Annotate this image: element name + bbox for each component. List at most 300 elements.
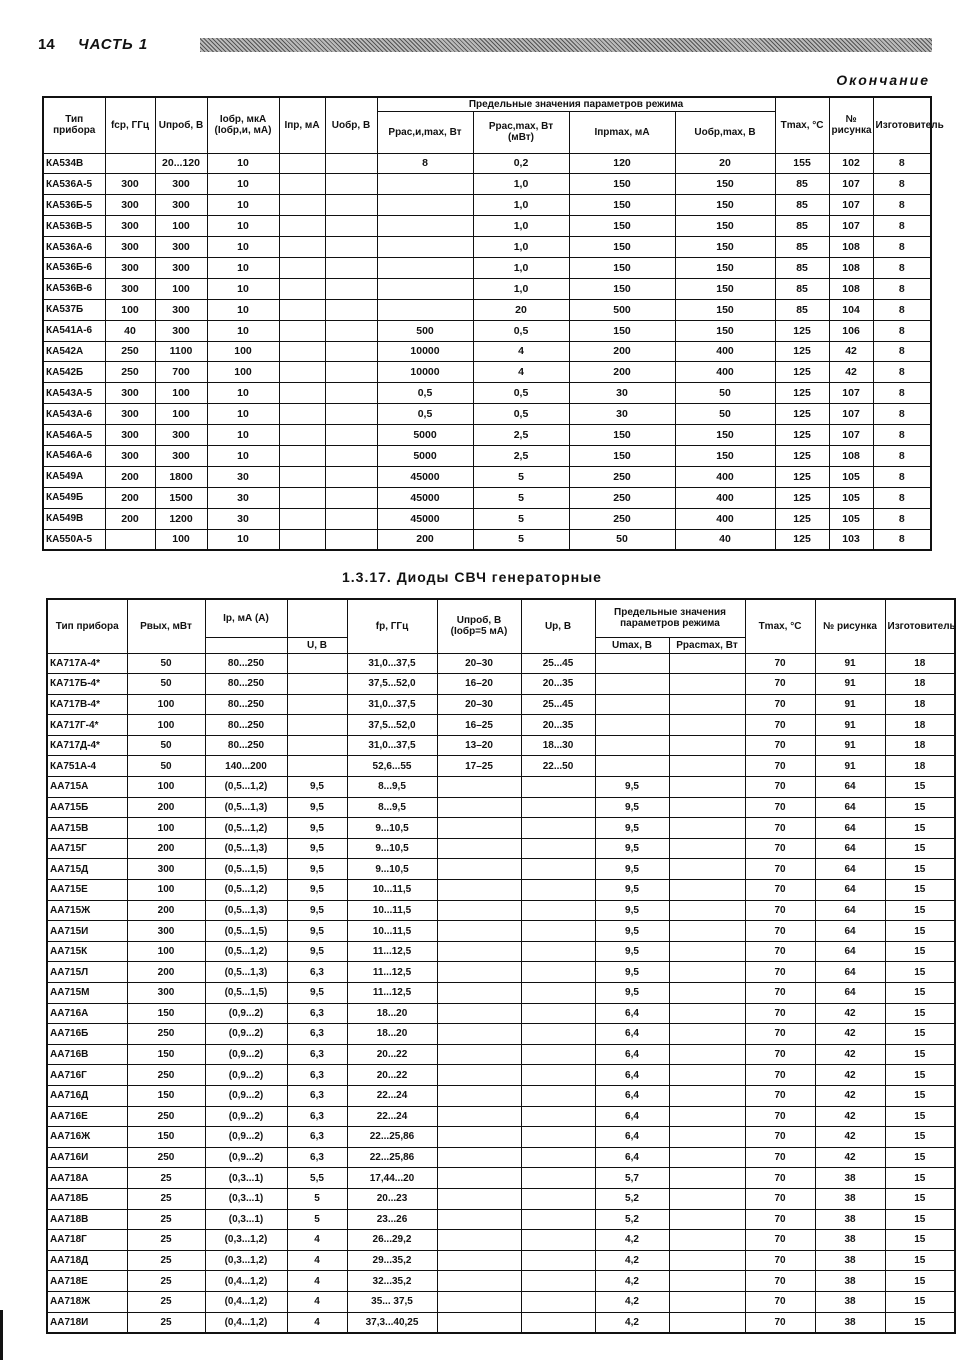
- col2-header-limits-group: Предельные значения параметров режима: [595, 599, 745, 637]
- table-cell: 9,5: [287, 818, 347, 839]
- table-cell: 100: [127, 715, 205, 736]
- table-cell: 300: [105, 404, 155, 425]
- table-cell: 1800: [155, 466, 207, 487]
- table-cell: 70: [745, 983, 815, 1004]
- col2-header-umax: Umax, В: [595, 637, 669, 653]
- table-cell: 38: [815, 1230, 885, 1251]
- table-cell: 70: [745, 797, 815, 818]
- table-cell: 1500: [155, 487, 207, 508]
- table-cell: 140...200: [205, 756, 287, 777]
- table-cell: [669, 1065, 745, 1086]
- device-type-cell: АА716И: [47, 1147, 127, 1168]
- table-cell: [669, 1106, 745, 1127]
- table-cell: 100: [127, 818, 205, 839]
- table-cell: 40: [105, 320, 155, 341]
- table-cell: [669, 900, 745, 921]
- table-row: [47, 797, 955, 818]
- table-cell: 15: [885, 1230, 955, 1251]
- table-cell: (0,5...1,2): [205, 777, 287, 798]
- table-cell: 42: [815, 1106, 885, 1127]
- table-cell: 250: [127, 1106, 205, 1127]
- table-cell: (0,4...1,2): [205, 1312, 287, 1333]
- table-cell: 30: [569, 383, 675, 404]
- table-row: [43, 299, 931, 320]
- table-cell: 91: [815, 674, 885, 695]
- table-row: [47, 1168, 955, 1189]
- col2-header-tmax: Тmax, °С: [745, 599, 815, 653]
- table-cell: [669, 674, 745, 695]
- table-cell: 42: [815, 1147, 885, 1168]
- table-cell: 4: [287, 1230, 347, 1251]
- table-cell: 42: [815, 1044, 885, 1065]
- table-cell: 70: [745, 653, 815, 674]
- table-cell: 500: [569, 299, 675, 320]
- table-cell: 150: [675, 320, 775, 341]
- table-cell: 50: [127, 735, 205, 756]
- table-cell: [669, 777, 745, 798]
- col2-header-uprob: Uпроб, В (Iобр=5 мА): [437, 599, 521, 653]
- table-cell: 18: [885, 756, 955, 777]
- device-type-cell: АА716Б: [47, 1024, 127, 1045]
- col-header-uobrmax: Uобр,max, В: [675, 111, 775, 153]
- table-cell: 0,5: [473, 320, 569, 341]
- table-cell: [669, 921, 745, 942]
- table-cell: 150: [569, 278, 675, 299]
- table-cell: 85: [775, 257, 829, 278]
- table-cell: 300: [105, 278, 155, 299]
- col-header-ipr: Iпр, мА: [279, 97, 325, 153]
- table-row: [47, 859, 955, 880]
- device-type-cell: КА546А-5: [43, 425, 105, 446]
- table-cell: 16–25: [437, 715, 521, 736]
- table-cell: 100: [127, 941, 205, 962]
- table-cell: 91: [815, 715, 885, 736]
- table-cell: 1,0: [473, 195, 569, 216]
- table-cell: 15: [885, 1188, 955, 1209]
- table-cell: [521, 1312, 595, 1333]
- table-cell: [437, 818, 521, 839]
- device-type-cell: АА715И: [47, 921, 127, 942]
- table-cell: 25: [127, 1188, 205, 1209]
- table-cell: [437, 1188, 521, 1209]
- table-cell: [521, 1230, 595, 1251]
- table-cell: 91: [815, 735, 885, 756]
- table-cell: [521, 941, 595, 962]
- device-type-cell: АА718Б: [47, 1188, 127, 1209]
- table-cell: [437, 900, 521, 921]
- table-cell: 85: [775, 195, 829, 216]
- table-cell: 1200: [155, 508, 207, 529]
- table-cell: (0,5...1,2): [205, 880, 287, 901]
- table-row: [43, 466, 931, 487]
- table-cell: 30: [207, 508, 279, 529]
- table-cell: [669, 983, 745, 1004]
- table-cell: (0,5...1,3): [205, 797, 287, 818]
- col2-header-ip: Iр, мА (А): [205, 599, 287, 637]
- table-cell: 0,5: [473, 404, 569, 425]
- table-cell: 13–20: [437, 735, 521, 756]
- table-cell: 6,3: [287, 962, 347, 983]
- table-cell: 15: [885, 1065, 955, 1086]
- table-cell: 70: [745, 1147, 815, 1168]
- table-cell: 250: [127, 1024, 205, 1045]
- table-cell: [279, 341, 325, 362]
- table-cell: 64: [815, 777, 885, 798]
- table-cell: 80...250: [205, 653, 287, 674]
- table-cell: 8...9,5: [347, 797, 437, 818]
- table-cell: 6,3: [287, 1085, 347, 1106]
- table-cell: 200: [569, 341, 675, 362]
- table-cell: 8: [873, 257, 931, 278]
- table-row: [43, 153, 931, 174]
- table-cell: [521, 859, 595, 880]
- table-row: [47, 1209, 955, 1230]
- table-cell: 100: [207, 362, 279, 383]
- table-cell: 9,5: [287, 880, 347, 901]
- table-cell: 15: [885, 1209, 955, 1230]
- table-cell: 125: [775, 508, 829, 529]
- device-type-cell: КА542Б: [43, 362, 105, 383]
- table-cell: 20...35: [521, 674, 595, 695]
- device-type-cell: АА715Д: [47, 859, 127, 880]
- table-cell: 400: [675, 362, 775, 383]
- table-cell: 25: [127, 1271, 205, 1292]
- table-cell: [325, 425, 377, 446]
- table-cell: 23...26: [347, 1209, 437, 1230]
- device-type-cell: АА718В: [47, 1209, 127, 1230]
- table-cell: [437, 797, 521, 818]
- table-cell: 38: [815, 1168, 885, 1189]
- table-cell: 11...12,5: [347, 962, 437, 983]
- table-cell: [325, 237, 377, 258]
- device-type-cell: КА542А: [43, 341, 105, 362]
- table-cell: [377, 237, 473, 258]
- table-cell: 70: [745, 1127, 815, 1148]
- table-cell: [521, 921, 595, 942]
- table-cell: 42: [815, 1065, 885, 1086]
- table-cell: 100: [155, 383, 207, 404]
- device-type-cell: АА716Ж: [47, 1127, 127, 1148]
- table-cell: 1,0: [473, 257, 569, 278]
- device-type-cell: АА715Ж: [47, 900, 127, 921]
- table-cell: 700: [155, 362, 207, 383]
- table-cell: 18: [885, 715, 955, 736]
- table-cell: [325, 508, 377, 529]
- table-cell: 5: [287, 1209, 347, 1230]
- table-cell: [437, 1209, 521, 1230]
- table-cell: 10: [207, 404, 279, 425]
- device-type-cell: КА536В-5: [43, 216, 105, 237]
- table-cell: 70: [745, 1106, 815, 1127]
- table-cell: 8: [873, 153, 931, 174]
- table-cell: [669, 1024, 745, 1045]
- table-cell: 107: [829, 404, 873, 425]
- table-cell: 9,5: [287, 941, 347, 962]
- table-cell: 150: [569, 195, 675, 216]
- table-cell: (0,3...1): [205, 1209, 287, 1230]
- table-cell: 8: [377, 153, 473, 174]
- table-cell: [669, 1271, 745, 1292]
- table-cell: 1,0: [473, 278, 569, 299]
- table-cell: 5: [473, 508, 569, 529]
- table-cell: [325, 383, 377, 404]
- table-cell: 108: [829, 445, 873, 466]
- table-cell: [325, 174, 377, 195]
- col2-header-u-top: [287, 599, 347, 637]
- table-cell: 6,4: [595, 1024, 669, 1045]
- table-cell: [325, 153, 377, 174]
- table-cell: 85: [775, 174, 829, 195]
- table-cell: 9...10,5: [347, 859, 437, 880]
- table-cell: 107: [829, 383, 873, 404]
- table-cell: [287, 735, 347, 756]
- table-cell: 150: [569, 320, 675, 341]
- table-cell: [325, 299, 377, 320]
- table-cell: 125: [775, 383, 829, 404]
- table-cell: 10...11,5: [347, 921, 437, 942]
- table-cell: 50: [127, 653, 205, 674]
- table-cell: (0,9...2): [205, 1147, 287, 1168]
- table-row: [47, 1085, 955, 1106]
- table-cell: 4,2: [595, 1250, 669, 1271]
- table-cell: [669, 653, 745, 674]
- table-row: [47, 1230, 955, 1251]
- table-cell: 70: [745, 756, 815, 777]
- table-cell: 0,5: [473, 383, 569, 404]
- table-cell: [287, 674, 347, 695]
- table-cell: 25: [127, 1250, 205, 1271]
- table-cell: [437, 1147, 521, 1168]
- col2-header-fp: fр, ГГц: [347, 599, 437, 653]
- table-cell: [437, 1065, 521, 1086]
- table-cell: [437, 1271, 521, 1292]
- table-cell: 70: [745, 900, 815, 921]
- table-cell: [595, 756, 669, 777]
- table-cell: [669, 694, 745, 715]
- table-row: [43, 174, 931, 195]
- table-row: [43, 278, 931, 299]
- table-row: [47, 941, 955, 962]
- table-cell: 8: [873, 529, 931, 550]
- table-cell: 50: [569, 529, 675, 550]
- table-cell: 25: [127, 1168, 205, 1189]
- table-cell: 300: [155, 195, 207, 216]
- table-cell: [669, 1147, 745, 1168]
- table-cell: 42: [815, 1127, 885, 1148]
- table-cell: 85: [775, 278, 829, 299]
- col-header-uprob: Uпроб, В: [155, 97, 207, 153]
- table-cell: 125: [775, 404, 829, 425]
- col2-header-figure: № рисунка: [815, 599, 885, 653]
- table-cell: 15: [885, 941, 955, 962]
- table-cell: 0,2: [473, 153, 569, 174]
- col-header-limits-group: Предельные значения параметров режима: [377, 97, 775, 111]
- table-cell: 50: [127, 756, 205, 777]
- table-cell: [669, 1003, 745, 1024]
- table-cell: 4: [287, 1271, 347, 1292]
- table-cell: 108: [829, 257, 873, 278]
- table-cell: [377, 257, 473, 278]
- table-cell: 22...25,86: [347, 1127, 437, 1148]
- table-cell: (0,3...1): [205, 1188, 287, 1209]
- table-cell: 20...35: [521, 715, 595, 736]
- table-cell: 16–20: [437, 674, 521, 695]
- table-row: [47, 1024, 955, 1045]
- table-cell: [521, 1044, 595, 1065]
- table-cell: [437, 777, 521, 798]
- col2-header-maker: Изготовитель: [885, 599, 955, 653]
- table-cell: 15: [885, 1271, 955, 1292]
- table-cell: 300: [105, 257, 155, 278]
- table-cell: 25...45: [521, 694, 595, 715]
- table-cell: 10: [207, 529, 279, 550]
- table-cell: 15: [885, 797, 955, 818]
- device-type-cell: АА715Л: [47, 962, 127, 983]
- table-cell: 6,4: [595, 1065, 669, 1086]
- device-type-cell: КА536Б-6: [43, 257, 105, 278]
- table-cell: 150: [675, 425, 775, 446]
- table-cell: (0,9...2): [205, 1024, 287, 1045]
- table-cell: 18...20: [347, 1003, 437, 1024]
- table-cell: 6,4: [595, 1147, 669, 1168]
- table-cell: 70: [745, 694, 815, 715]
- table-cell: 2,5: [473, 425, 569, 446]
- table-cell: [521, 880, 595, 901]
- table-cell: [279, 383, 325, 404]
- table-cell: (0,5...1,5): [205, 983, 287, 1004]
- table-cell: 125: [775, 362, 829, 383]
- table-cell: [595, 653, 669, 674]
- table-cell: [437, 1106, 521, 1127]
- table-cell: 108: [829, 278, 873, 299]
- device-type-cell: АА718Г: [47, 1230, 127, 1251]
- table-cell: 150: [675, 195, 775, 216]
- table-cell: [595, 735, 669, 756]
- table-cell: 1,0: [473, 174, 569, 195]
- table-cell: 300: [105, 237, 155, 258]
- table-cell: 125: [775, 320, 829, 341]
- table-cell: 250: [127, 1147, 205, 1168]
- table-cell: [669, 880, 745, 901]
- table-row: [47, 962, 955, 983]
- table-cell: [437, 838, 521, 859]
- table-cell: 35... 37,5: [347, 1291, 437, 1312]
- table-cell: 104: [829, 299, 873, 320]
- table-cell: 107: [829, 216, 873, 237]
- table-cell: 50: [127, 674, 205, 695]
- table-row: [47, 921, 955, 942]
- table-cell: 70: [745, 962, 815, 983]
- table-cell: [325, 341, 377, 362]
- table-cell: 32...35,2: [347, 1271, 437, 1292]
- table-cell: 8: [873, 404, 931, 425]
- col2-header-type: Тип прибора: [47, 599, 127, 653]
- table-cell: 17–25: [437, 756, 521, 777]
- table-cell: 25: [127, 1230, 205, 1251]
- table-cell: 20...23: [347, 1188, 437, 1209]
- table-cell: 105: [829, 508, 873, 529]
- table-cell: [287, 756, 347, 777]
- table-cell: [521, 1065, 595, 1086]
- table-cell: 64: [815, 859, 885, 880]
- table-cell: 64: [815, 941, 885, 962]
- table-cell: [279, 445, 325, 466]
- table-cell: 70: [745, 1271, 815, 1292]
- table-cell: 85: [775, 216, 829, 237]
- table-cell: 150: [675, 257, 775, 278]
- table-cell: 42: [829, 362, 873, 383]
- col-header-prasmax: Ррас,max, Вт (мВт): [473, 111, 569, 153]
- table-cell: 300: [155, 445, 207, 466]
- table-cell: 4,2: [595, 1291, 669, 1312]
- table-cell: 37,3...40,25: [347, 1312, 437, 1333]
- table-cell: 6,3: [287, 1147, 347, 1168]
- table-cell: 30: [569, 404, 675, 425]
- table-cell: [279, 278, 325, 299]
- table-cell: [595, 694, 669, 715]
- table-cell: [325, 487, 377, 508]
- table-cell: 4: [473, 362, 569, 383]
- device-type-cell: АА715В: [47, 818, 127, 839]
- table-cell: 100: [127, 777, 205, 798]
- table-cell: 80...250: [205, 735, 287, 756]
- device-type-cell: КА536Б-5: [43, 195, 105, 216]
- table-cell: 70: [745, 715, 815, 736]
- table-cell: 9...10,5: [347, 838, 437, 859]
- table-cell: (0,3...1): [205, 1168, 287, 1189]
- table-cell: 5,5: [287, 1168, 347, 1189]
- table-cell: [325, 257, 377, 278]
- table-cell: [437, 983, 521, 1004]
- table-cell: 70: [745, 880, 815, 901]
- table-row: [43, 529, 931, 550]
- table-cell: 5: [473, 487, 569, 508]
- table-cell: 10: [207, 383, 279, 404]
- table-cell: [325, 320, 377, 341]
- table-cell: 200: [105, 466, 155, 487]
- table-row: [43, 383, 931, 404]
- table-row: [43, 425, 931, 446]
- table-cell: 9,5: [595, 859, 669, 880]
- table-cell: [279, 153, 325, 174]
- table-cell: 4: [287, 1291, 347, 1312]
- table-row: [47, 1312, 955, 1333]
- table-cell: 15: [885, 1044, 955, 1065]
- table-cell: 29...35,2: [347, 1250, 437, 1271]
- table-cell: 108: [829, 237, 873, 258]
- table-cell: 300: [127, 983, 205, 1004]
- table-cell: 150: [675, 299, 775, 320]
- table-cell: (0,4...1,2): [205, 1271, 287, 1292]
- table-cell: 5: [473, 529, 569, 550]
- table-cell: 15: [885, 859, 955, 880]
- table-cell: 250: [569, 487, 675, 508]
- table-cell: [437, 1291, 521, 1312]
- table-row: [47, 1271, 955, 1292]
- table-cell: (0,9...2): [205, 1065, 287, 1086]
- part-title: ЧАСТЬ 1: [78, 36, 149, 53]
- table-cell: 50: [675, 404, 775, 425]
- table-cell: [437, 1250, 521, 1271]
- table-cell: 80...250: [205, 715, 287, 736]
- table-cell: 11...12,5: [347, 941, 437, 962]
- table-cell: [521, 818, 595, 839]
- table-cell: 38: [815, 1291, 885, 1312]
- table-cell: 100: [155, 529, 207, 550]
- table-cell: 38: [815, 1312, 885, 1333]
- table-cell: [669, 1250, 745, 1271]
- table-cell: 10: [207, 299, 279, 320]
